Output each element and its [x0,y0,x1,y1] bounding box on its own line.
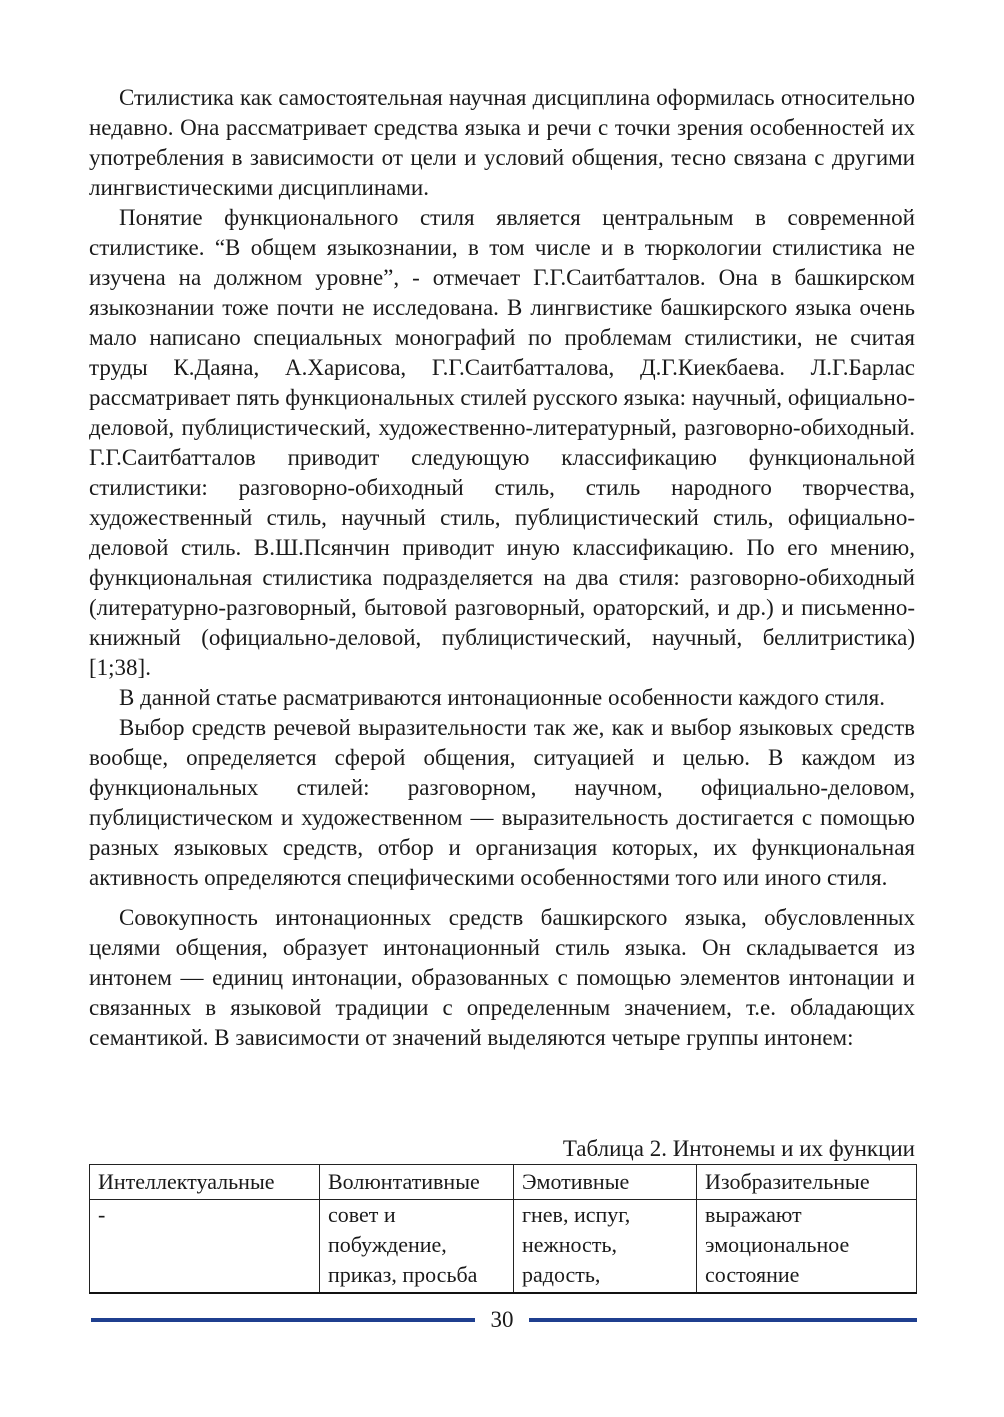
header-intellectual: Интеллектуальные [90,1165,320,1200]
cell-intellectual: - [90,1200,320,1294]
header-voluntative: Волюнтативные [320,1165,514,1200]
footer-rule-right [529,1318,917,1322]
paragraph-stylistics-intro: Стилистика как самостоятельная научная дисциплина оформилась относительно недавно. Она рассматривает средства языка и речи с точки зрения особенностей их употребления в зависимости от цели и условий общения, тесно связана с другими лингвистическими дисциплинами. [89,85,915,200]
paragraph-article-scope: В данной статье расматриваются интонационные особенности каждого стиля. [119,685,885,710]
table-header-row [90,1165,917,1200]
header-emotive: Эмотивные [514,1165,697,1200]
table-caption: Таблица 2. Интонемы и их функции [562,1136,915,1161]
paragraph-functional-style: Понятие функционального стиля является центральным в современной стилистике. “В общем языкознании, в том числе и в тюркологии стилистика не изучена на должном уровне”, - отмечает Г.Г.Саитбатталов. Она в башкирском языкознании тоже почти не исследована. В лингвистике башкирского языка очень мало написано специальных монографий по проблемам стилистики, не считая труды К.Даяна, А.Харисова, Г.Г.Саитбатталова, Д.Г.Киекбаева. Л.Г.Барлас рассматривает пять функциональных стилей русского языка: научный, официально-деловой, публицистический, художественно-литературный, разговорно-обиходный. Г.Г.Саитбатталов приводит следующую классификацию функциональной стилистики: разговорно-обиходный стиль, стиль народного творчества, художественный стиль, научный стиль, публицистический стиль, официально-деловой стиль. В.Ш.Псянчин приводит иную классификацию. По его мнению, функциональная стилистика подразделяется на два стиля: разговорно-обиходный (литературно-разговорный, бытовой разговорный, ораторский, и др.) и письменно-книжный (официально-деловой, публицистический, научный, беллитристика) [1;38]. [89,205,915,680]
article-body [89,83,915,1053]
cell-depictive: выражают эмоциональное состояние [697,1200,917,1294]
intonemes-table [89,1164,917,1294]
cell-voluntative: совет и побуждение, приказ, просьба [320,1200,514,1294]
paragraph-intoneme-groups: Совокупность интонационных средств башкирского языка, обусловленных целями общения, образует интонационный стиль языка. Он складывается из интонем — единиц интонации, образованных с помощью элементов интонации и связанных в языковой традиции с определенным значением, т.е. обладающих семантикой. В зависимости от значений выделяются четыре группы интонем: [89,905,915,1050]
footer-rule-left [91,1318,475,1322]
table-row [90,1200,917,1294]
page-number: 30 [490,1307,514,1332]
cell-emotive: гнев, испуг, нежность, радость, [514,1200,697,1294]
paragraph-expressiveness: Выбор средств речевой выразительности так же, как и выбор языковых средств вообще, определяется сферой общения, ситуацией и целью. В каждом из функциональных стилей: разговорном, научном, официально-деловом, публицистическом и художественном — выразительность достигается с помощью разных языковых средств, отбор и организация которых, их функциональная активность определяются специфическими особенностями того или иного стиля. [89,715,915,890]
header-depictive: Изобразительные [697,1165,917,1200]
